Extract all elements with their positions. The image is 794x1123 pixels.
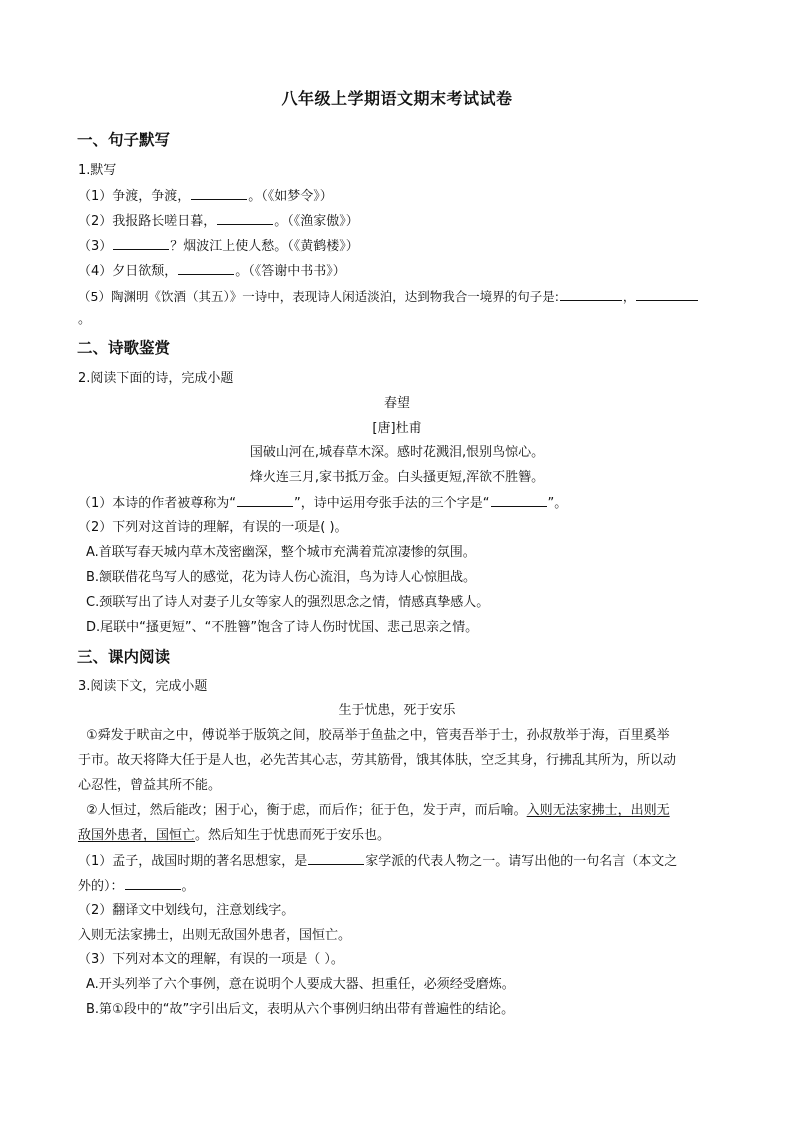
section-heading-1: 一、句子默写: [77, 131, 171, 149]
q2-head: 2.阅读下面的诗，完成小题: [78, 371, 234, 386]
q3-sub-1-cont: [78, 877, 195, 896]
underlined-sentence: 入则无法家拂士，出则无: [526, 803, 670, 818]
q3-head: 3.阅读下文，完成小题: [78, 679, 208, 694]
q1-line-3-a: （3）: [78, 239, 113, 254]
q2-option-d: D.尾联中“搔更短”、“不胜簪”饱含了诗人伤时忧国、悲己思亲之情。: [86, 620, 479, 635]
answer-blank[interactable]: [491, 494, 547, 507]
q1-head: 1.默写: [78, 163, 117, 178]
passage-p1-line-2: 于市。故天将降大任于是人也，必先苦其心志，劳其筋骨，饿其体肤，空乏其身，行拂乱其所为，所以动: [78, 753, 677, 768]
text-title: 生于忧患，死于安乐: [338, 703, 456, 718]
answer-blank[interactable]: [636, 288, 698, 301]
q1-line-3-b: ？烟波江上使人愁。（《黄鹤楼》）: [170, 239, 359, 254]
q3-sub-1-c: 外的）：: [78, 879, 124, 894]
answer-blank[interactable]: [237, 494, 293, 507]
q1-line-4-a: （4）夕日欲颓，: [78, 264, 178, 279]
q2-sub-1-b: ”，诗中运用夸张手法的三个字是“: [294, 496, 490, 511]
q1-line-2-a: （2）我报路长嗟日暮，: [78, 214, 217, 229]
q1-line-4: [78, 262, 346, 281]
q2-sub-1: [78, 494, 567, 513]
answer-blank[interactable]: [125, 877, 181, 890]
poem-line-2: 烽火连三月,家书抵万金。白头搔更短,浑欲不胜簪。: [249, 470, 545, 485]
poem-title: 春望: [383, 396, 410, 411]
q1-line-1-b: 。（《如梦令》）: [248, 189, 333, 204]
poem-line-1: 国破山河在,城春草木深。感时花溅泪,恨别鸟惊心。: [249, 445, 545, 460]
q1-line-1-a: （1）争渡，争渡，: [78, 189, 191, 204]
q3-option-a: A.开头列举了六个事例，意在说明个人要成大器、担重任，必须经受磨炼。: [86, 977, 515, 992]
passage-p2-line-1: [86, 802, 670, 820]
poem-author: [唐]杜甫: [372, 421, 422, 436]
q3-sub-1-d: 。: [181, 879, 195, 894]
passage-p1-line-3: 心忍性，曾益其所不能。: [78, 778, 222, 793]
passage-p2-line-1-a: ②人恒过，然后能改；困于心，衡于虑，而后作；征于色，发于声，而后喻。: [86, 803, 527, 818]
passage-p2-line-2-b: 。然后知生于忧患而死于安乐也。: [195, 828, 391, 843]
q3-option-b: B.第①段中的“故”字引出后文，表明从六个事例归纳出带有普遍性的结论。: [86, 1002, 515, 1017]
passage-p2-line-2: [78, 827, 390, 845]
q1-line-5-end: 。: [78, 312, 92, 327]
q3-sub-1-a: （1）孟子，战国时期的著名思想家，是: [78, 854, 308, 869]
q1-line-2: [78, 212, 359, 231]
answer-blank[interactable]: [560, 288, 622, 301]
q2-sub-2: （2）下列对这首诗的理解，有误的一项是( )。: [78, 520, 348, 535]
q1-line-2-b: 。（《渔家傲》）: [274, 214, 359, 229]
q3-sub-2: （2）翻译文中划线句，注意划线字。: [78, 903, 295, 918]
q1-line-5-b: ，: [622, 289, 636, 304]
page-title: 八年级上学期语文期末考试试卷: [281, 89, 513, 108]
q2-sub-1-a: （1）本诗的作者被尊称为“: [78, 496, 237, 511]
q1-line-4-b: 。（《答谢中书书》）: [235, 264, 346, 279]
q2-option-a: A.首联写春天城内草木茂密幽深，整个城市充满着荒凉凄惨的氛围。: [86, 545, 476, 560]
q2-option-b: B.颔联借花鸟写人的感觉，花为诗人伤心流泪，鸟为诗人心惊胆战。: [86, 570, 477, 585]
answer-blank[interactable]: [191, 187, 247, 200]
q3-sub-1: [78, 852, 677, 871]
answer-blank[interactable]: [113, 237, 169, 250]
q2-sub-1-c: ”。: [547, 496, 568, 511]
q1-line-3: [78, 237, 359, 256]
q1-line-1: [78, 187, 333, 206]
underlined-sentence-cont: 敌国外患者，国恒亡: [78, 828, 196, 843]
answer-blank[interactable]: [178, 262, 234, 275]
section-heading-3: 三、课内阅读: [77, 648, 171, 666]
q3-sub-1-b: 家学派的代表人物之一。请写出他的一句名言（本文之: [365, 854, 678, 869]
answer-blank[interactable]: [308, 852, 364, 865]
answer-blank[interactable]: [217, 212, 273, 225]
q3-sub-3: （3）下列对本文的理解，有误的一项是（ ）。: [78, 952, 344, 967]
q2-option-c: C.颈联写出了诗人对妻子儿女等家人的强烈思念之情，情感真挚感人。: [86, 595, 490, 610]
passage-p1-line-1: ①舜发于畎亩之中，傅说举于版筑之间，胶鬲举于鱼盐之中，管夷吾举于士，孙叔敖举于海，百里奚举: [86, 728, 670, 743]
q3-sub-2-text: 入则无法家拂士，出则无敌国外患者，国恒亡。: [78, 928, 352, 943]
q1-line-5-a: （5）陶渊明《饮酒（其五）》一诗中，表现诗人闲适淡泊，达到物我合一境界的句子是:: [78, 289, 559, 304]
section-heading-2: 二、诗歌鉴赏: [77, 339, 171, 357]
q1-line-5: [78, 288, 699, 306]
